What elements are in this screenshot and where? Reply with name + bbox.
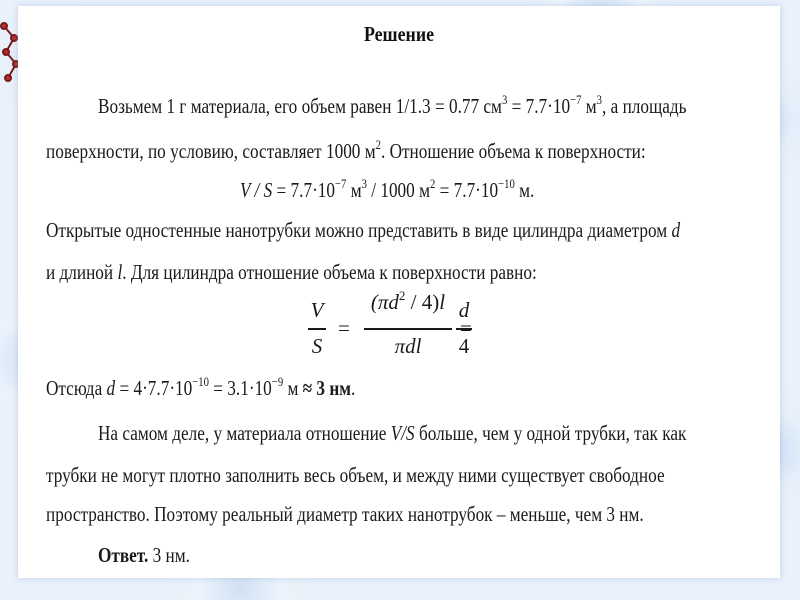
para2-line2: и длиной l. Для цилиндра отношение объема к поверхности равно:	[46, 260, 537, 284]
volume-surface-equation: $V / S = 7.7\cdot 10^{-7}$ $м^3 / 1000$ $м^2 = 7.7\cdot 10^{-10}$ м.	[240, 175, 535, 202]
fraction-denominator: πdl	[394, 334, 422, 358]
para1-line1: Возьмем 1 г материала, его объем равен 1/1.3 = 0.77 $см^3 = 7.7\cdot 10^{-7}$ $м^3$, а площадь	[98, 91, 687, 118]
para3-line2: трубки не могут плотно заполнить весь объем, и между ними существует свободное	[46, 463, 665, 487]
para1-line2: поверхности, по условию, составляет 1000 $м^2$. Отношение объема к поверхности:	[46, 136, 646, 163]
fraction-numerator: $(\pi d^2 / 4)l$	[370, 287, 446, 314]
para2-line1: Открытые одностенные нанотрубки можно представить в виде цилиндра диаметром d	[46, 218, 681, 242]
para3-line1: На самом деле, у материала отношение V/S больше, чем у одной трубки, так как	[98, 421, 687, 445]
para3-line3: пространство. Поэтому реальный диаметр таких нанотрубок – меньше, чем 3 нм.	[46, 502, 644, 526]
fraction-d-over-4: d	[458, 298, 470, 322]
solution-document: Решение Возьмем 1 г материала, его объем равен 1/1.3 = 0.77 $см^3 = 7.7\cdot 10^{-7}$ $м^3$, а площадь поверхности, по условию, составляет 1000 $м^2$. Отношение объема к поверхности: $V / S = 7.7\cdot 10^{-7}$ $м^3 / 1000$ $м^2 = 7.7\cdot 10^{-10}$ м. Открытые одностенные нанотрубки можно представить в виде цилиндра диаметром d и длиной l. Для цилиндра отношение объема к поверхности равно: V S = $(\pi d^2 / 4)l$ πdl d 4 Отсюда $d = 4\cdot 7.7\cdot 10^{-10} = 3.1\cdot 10^{-9}$ м ≈ 3 нм. На самом деле, у материала отношение V/S больше, чем у одной трубки, так как трубки не могут плотно заполнить весь объем, и между ними существует свободное пространство. Поэтому реальный диаметр таких нанотрубок – меньше, чем 3 нм. Ответ. 3 нм.	[18, 6, 780, 578]
fraction-v-over-s: V	[310, 298, 324, 322]
answer-line: Ответ. 3 нм.	[98, 543, 190, 567]
page-title: Решение	[363, 22, 435, 46]
result-line: Отсюда $d = 4\cdot 7.7\cdot 10^{-10} = 3.1\cdot 10^{-9}$ м ≈ 3 нм.	[46, 373, 356, 400]
